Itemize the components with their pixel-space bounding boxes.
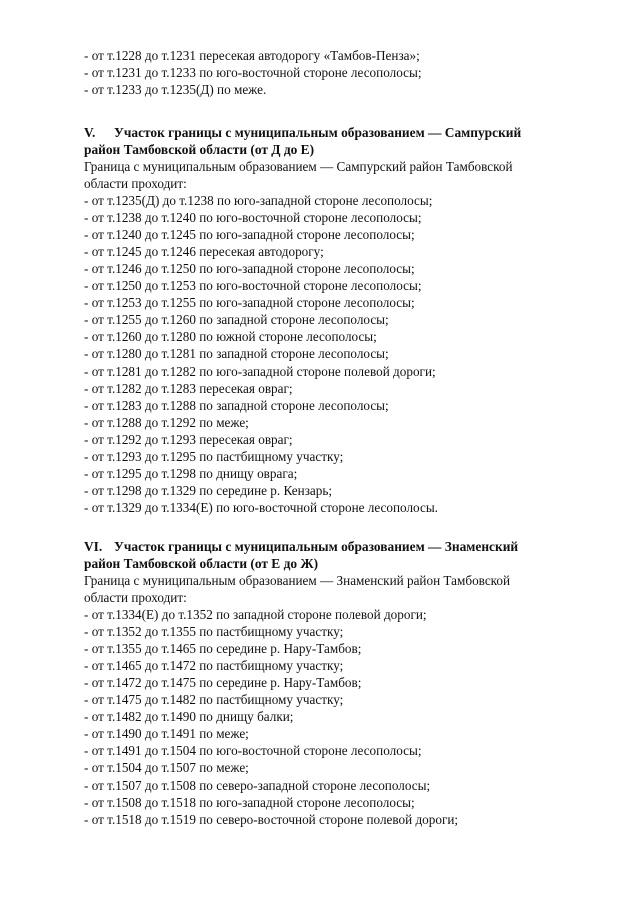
boundary-list-item: - от т.1475 до т.1482 по пастбищному участку; — [84, 692, 344, 708]
boundary-list-item: - от т.1288 до т.1292 по меже; — [84, 414, 249, 430]
section-6-intro-line2: области проходит: — [84, 590, 187, 605]
section-5-heading — [84, 124, 624, 141]
boundary-list-item: - от т.1329 до т.1334(Е) по юго-восточной стороне лесополосы. — [84, 499, 438, 515]
boundary-list-item: - от т.1507 до т.1508 по северо-западной стороне лесополосы; — [84, 777, 431, 793]
boundary-list-item: - от т.1228 до т.1231 пересекая автодорогу «Тамбов-Пенза»; — [84, 48, 420, 63]
section-6-title-line1: Участок границы с муниципальным образованием — Знаменский — [114, 539, 519, 554]
boundary-list-item: - от т.1465 до т.1472 по пастбищному участку; — [84, 658, 344, 674]
section-5-title-line2: район Тамбовской области (от Д до Е) — [84, 142, 315, 157]
boundary-list-item: - от т.1240 до т.1245 по юго-западной стороне лесополосы; — [84, 227, 415, 243]
boundary-list-item: - от т.1238 до т.1240 по юго-восточной стороне лесополосы; — [84, 210, 422, 226]
boundary-list-item: - от т.1245 до т.1246 пересекая автодорогу; — [84, 244, 324, 260]
section-5-intro-line2: области проходит: — [84, 176, 187, 191]
boundary-list-item: - от т.1334(Е) до т.1352 по западной стороне полевой дороги; — [84, 607, 427, 622]
boundary-list-item: - от т.1280 до т.1281 по западной стороне лесополосы; — [84, 346, 389, 362]
boundary-list-item: - от т.1490 до т.1491 по меже; — [84, 726, 249, 742]
boundary-list-item: - от т.1292 до т.1293 пересекая овраг; — [84, 431, 293, 447]
boundary-list-item: - от т.1282 до т.1283 пересекая овраг; — [84, 380, 293, 396]
boundary-list-item: - от т.1472 до т.1475 по середине р. Нару-Тамбов; — [84, 675, 362, 691]
boundary-list-item: - от т.1255 до т.1260 по западной стороне лесополосы; — [84, 312, 389, 328]
boundary-list-item: - от т.1233 до т.1235(Д) по меже. — [84, 82, 267, 98]
section-6-intro-line1: Граница с муниципальным образованием — Знаменский район Тамбовской — [84, 573, 511, 588]
section-6-number: VI. — [84, 539, 103, 554]
boundary-list-item: - от т.1491 до т.1504 по юго-восточной стороне лесополосы; — [84, 743, 422, 759]
section-5-intro-line1: Граница с муниципальным образованием — Сампурский район Тамбовской — [84, 159, 513, 174]
boundary-list-item: - от т.1504 до т.1507 по меже; — [84, 760, 249, 776]
boundary-list-item: - от т.1518 до т.1519 по северо-восточной стороне полевой дороги; — [84, 811, 459, 827]
boundary-list-item: - от т.1253 до т.1255 по юго-западной стороне лесополосы; — [84, 295, 415, 311]
boundary-list-item: - от т.1260 до т.1280 по южной стороне лесополосы; — [84, 329, 377, 345]
boundary-list-item: - от т.1355 до т.1465 по середине р. Нару-Тамбов; — [84, 641, 362, 657]
boundary-list-item: - от т.1508 до т.1518 по юго-западной стороне лесополосы; — [84, 794, 415, 810]
boundary-list-item: - от т.1283 до т.1288 по западной стороне лесополосы; — [84, 397, 389, 413]
boundary-list-item: - от т.1246 до т.1250 по юго-западной стороне лесополосы; — [84, 261, 415, 277]
boundary-list-item: - от т.1250 до т.1253 по юго-восточной стороне лесополосы; — [84, 278, 422, 294]
boundary-list-item: - от т.1281 до т.1282 по юго-западной стороне полевой дороги; — [84, 363, 436, 379]
boundary-list-item: - от т.1235(Д) до т.1238 по юго-западной стороне лесополосы; — [84, 193, 433, 208]
boundary-list-item: - от т.1298 до т.1329 по середине р. Кензарь; — [84, 482, 333, 498]
boundary-list-item: - от т.1482 до т.1490 по днищу балки; — [84, 709, 294, 725]
section-5-number: V. — [84, 125, 96, 140]
boundary-list-item: - от т.1293 до т.1295 по пастбищному участку; — [84, 448, 344, 464]
section-5-title-line1: Участок границы с муниципальным образованием — Сампурский — [114, 125, 522, 140]
boundary-list-item: - от т.1352 до т.1355 по пастбищному участку; — [84, 624, 344, 640]
section-6-title-line2: район Тамбовской области (от Е до Ж) — [84, 556, 319, 571]
boundary-list-item: - от т.1231 до т.1233 по юго-восточной стороне лесополосы; — [84, 65, 422, 81]
boundary-list-item: - от т.1295 до т.1298 по днищу оврага; — [84, 465, 298, 481]
section-6-heading — [84, 538, 624, 555]
